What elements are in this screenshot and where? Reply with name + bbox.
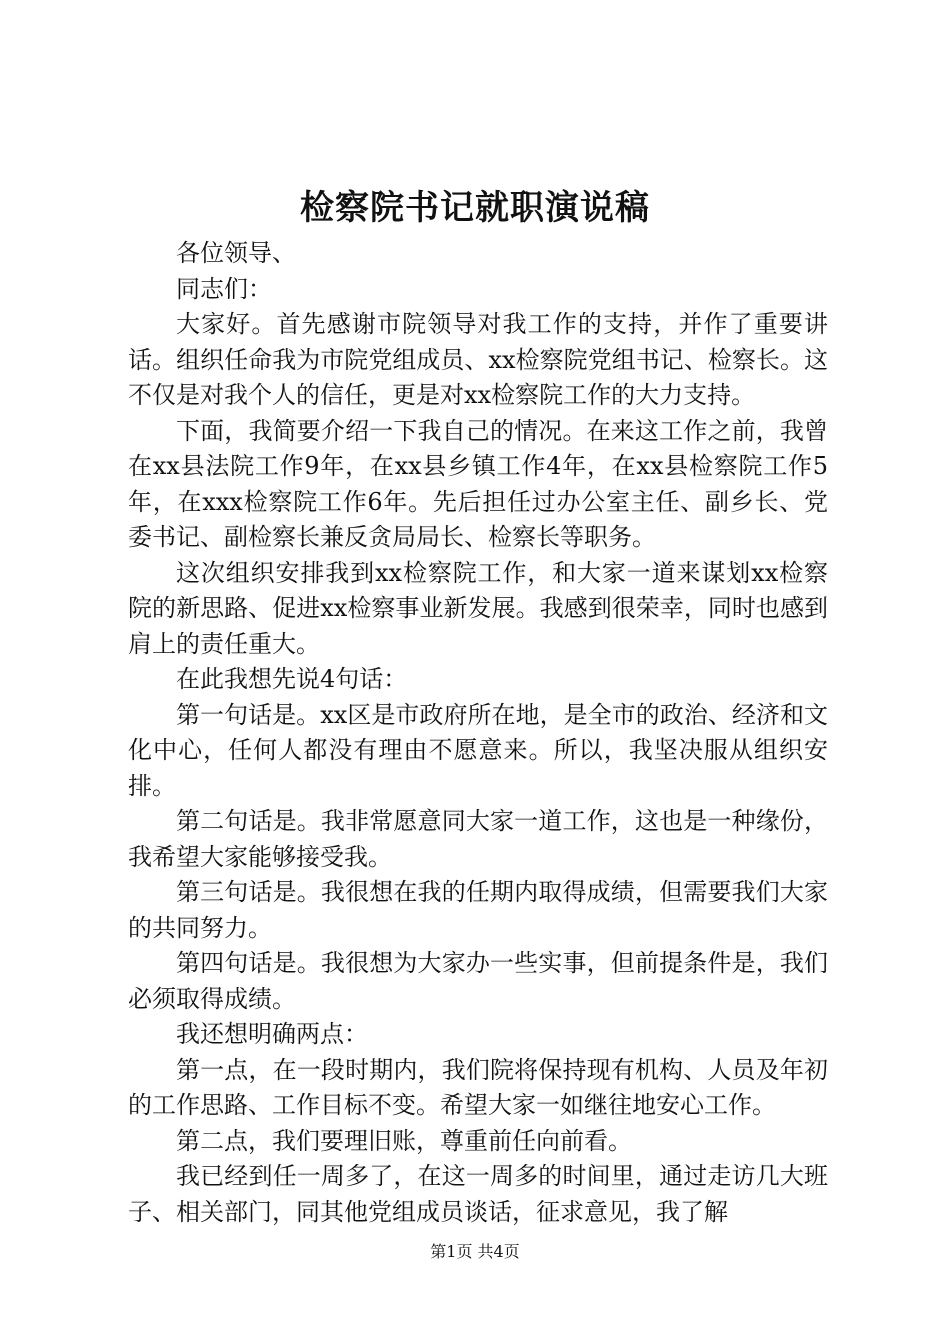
paragraph: 大家好。首先感谢市院领导对我工作的支持，并作了重要讲话。组织任命我为市院党组成员、xx检察院党组书记、检察长。这不仅是对我个人的信任，更是对xx检察院工作的大力支持。: [128, 310, 828, 409]
paragraph: 第三句话是。我很想在我的任期内取得成绩，但需要我们大家的共同努力。: [128, 878, 828, 942]
paragraph: 我已经到任一周多了，在这一周多的时间里，通过走访几大班子、相关部门，同其他党组成员谈话，征求意见，我了解: [128, 1162, 828, 1226]
paragraph: 我还想明确两点：: [176, 1020, 368, 1048]
paragraph: 第二句话是。我非常愿意同大家一道工作，这也是一种缘份，我希望大家能够接受我。: [128, 807, 828, 871]
paragraph-salutation-1: 各位领导、: [176, 239, 296, 267]
paragraph-salutation-2: 同志们：: [176, 274, 272, 303]
paragraph: 第一句话是。xx区是市政府所在地，是全市的政治、经济和文化中心，任何人都没有理由不愿意来。所以，我坚决服从组织安排。: [128, 700, 828, 800]
paragraph: 下面，我简要介绍一下我自己的情况。在来这工作之前，我曾在xx县法院工作9年，在xx县乡镇工作4年，在xx县检察院工作5年，在xxx检察院工作6年。先后担任过办公室主任、副乡长、党委书记、副检察长兼反贪局局长、检察长等职务。: [128, 416, 828, 551]
document-body: [128, 236, 828, 1230]
document-title: 检察院书记就职演说稿: [300, 188, 650, 228]
paragraph: 第一点，在一段时期内，我们院将保持现有机构、人员及年初的工作思路、工作目标不变。希望大家一如继往地安心工作。: [128, 1055, 828, 1119]
paragraph: 第四句话是。我很想为大家办一些实事，但前提条件是，我们必须取得成绩。: [128, 949, 828, 1013]
paragraph: 这次组织安排我到xx检察院工作，和大家一道来谋划xx检察院的新思路、促进xx检察事业新发展。我感到很荣幸，同时也感到肩上的责任重大。: [128, 558, 828, 658]
page-footer: 第1页 共4页: [430, 1242, 520, 1261]
paragraph: 在此我想先说4句话：: [176, 665, 408, 693]
paragraph: 第二点，我们要理旧账，尊重前任向前看。: [176, 1126, 632, 1155]
